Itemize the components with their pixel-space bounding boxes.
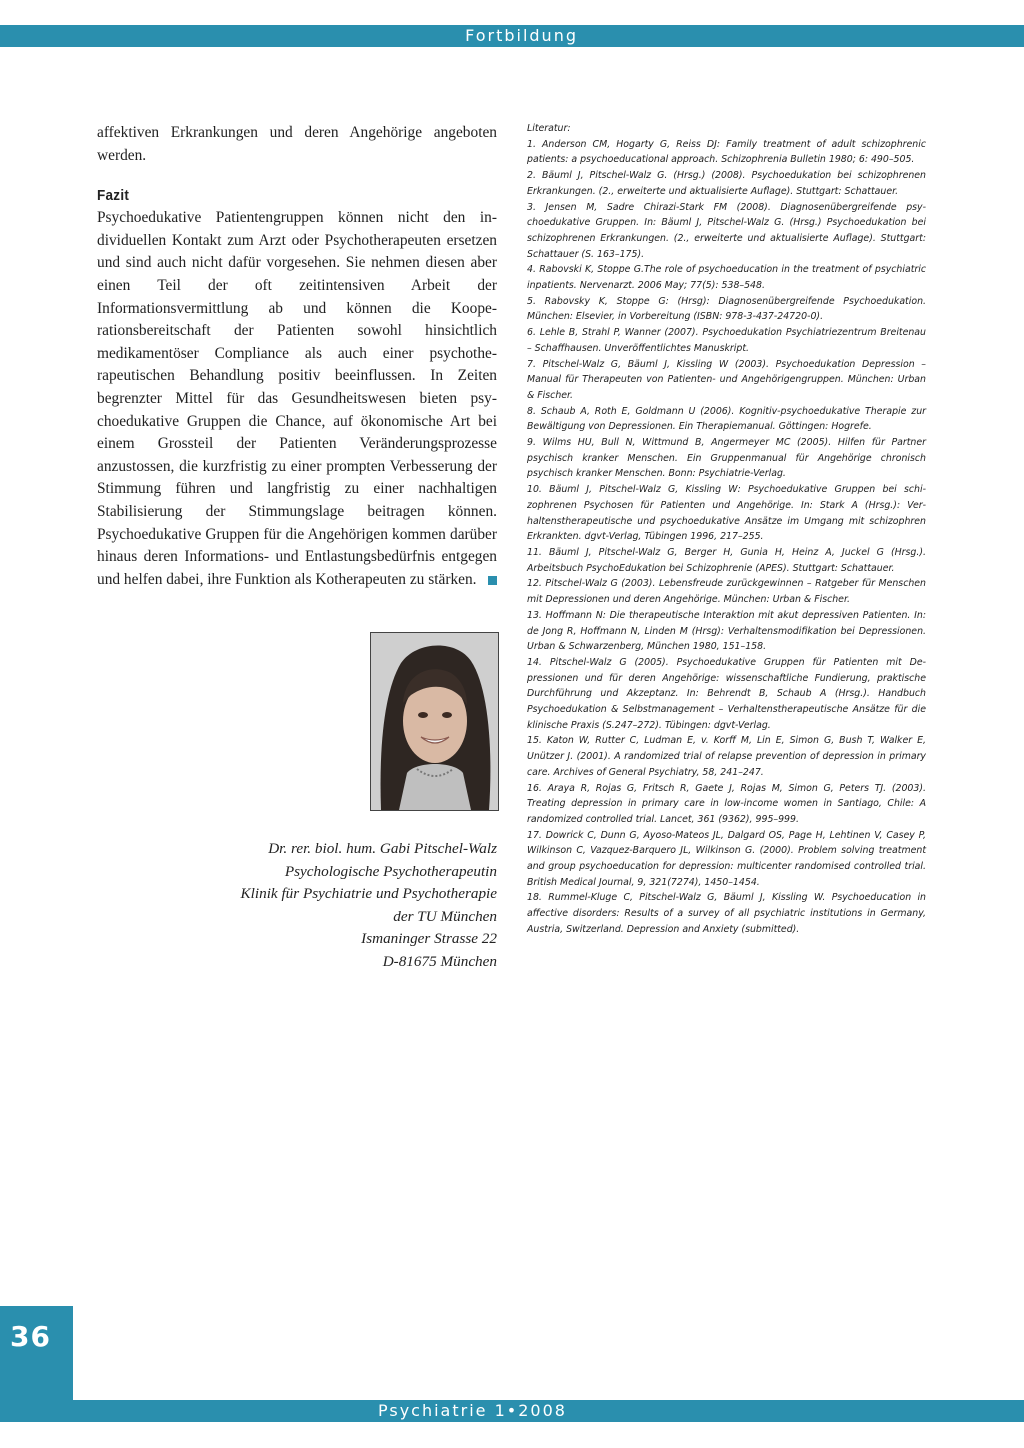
reference-item: 9. Wilms HU, Bull N, Wittmund B, Angermeyer MC (2005). Hilfen für Partner psychisch kranker Menschen. Ein Gruppenmanual für Angehörige chronisch psychisch kranker Menschen. Bonn: Psychiatrie-Verlag.: [527, 437, 926, 480]
footer-band: [0, 1400, 1024, 1422]
fazit-text: Psychoedukative Patientengruppen können nicht den individuellen Kontakt zum Arzt oder Psychotherapeuten ersetzen und sind auch nicht dafür vorgesehen. Sie nehmen diesen aber einen Teil der oft zeitintensiven Arbeit der Informationsvermittlung ab und können die Kooperationsbereitschaft der Patienten sowohl hinsichtlich medikamentöser Compliance als auch einer psychotherapeutischen Behandlung positiv beeinflussen. In Zeiten begrenzter Mittel für das Gesundheitswesen bieten psychoedukative Gruppen die Chance, auf ökonomische Art bei einem Grossteil der Patienten Veränderungsprozesse anzustossen, die kurzfristig zu einer prompten Verbesserung der Stimmung führen und langfristig zu einer nachhaltigen Stabilisierung der Stimmungslage beitragen können. Psychoedukative Gruppen für die Angehörigen kommen darüber hinaus deren Informations- und Entlastungsbedürfnis entgegen und helfen dabei, ihre Funktion als Kotherapeuten zu stärken.: [97, 209, 497, 588]
literature-heading: Literatur:: [527, 123, 571, 134]
author-title: Psychologische Psychotherapeutin: [284, 862, 497, 880]
end-mark-icon: [488, 576, 497, 585]
page-number-box: [0, 1306, 73, 1400]
page-number: 36: [10, 1320, 51, 1353]
fazit-heading: Fazit: [97, 187, 130, 205]
author-university: der TU München: [393, 907, 497, 925]
reference-item: 5. Rabovsky K, Stoppe G: (Hrsg): Diagnosenübergreifende Psychoedukation. München: Elsevier, in Vorbereitung (ISBN: 978-3-437-24720-0).: [527, 295, 926, 323]
author-clinic: Klinik für Psychiatrie und Psychotherapie: [240, 885, 497, 903]
header-band: [0, 25, 1024, 47]
reference-item: 6. Lehle B, Strahl P, Wanner (2007). Psychoedukation Psychiatriezentrum Breitenau – Schaffhausen. Unveröffentlichtes Manuskript.: [527, 327, 926, 354]
intro-paragraph: affektiven Erkrankungen und deren Angehörige angeboten werden.: [97, 124, 497, 164]
reference-item: 10. Bäuml J, Pitschel-Walz G, Kissling W: Psychoedukative Gruppen bei schizophrenen Psychosen für Patienten und Angehörige. In: Stark A (Hrsg.): Verhaltenstherapeutische und psychoedukative Ansätze im Umgang mit schizophren Erkrankten. dgvt-Verlag, Tübingen 1996, 217–255.: [527, 484, 926, 543]
reference-item: 14. Pitschel-Walz G (2005). Psychoedukative Gruppen für Patienten mit Depressionen und für deren Angehörige: wissenschaftliche Fundierung, praktische Durchführung und Akzeptanz. In: Behrendt B, Schaub A (Hrsg.). Handbuch Psychoedukation & Selbstmanagement – Verhaltenstherapeutische Ansätze für die klinische Praxis (S.247–272). Tübingen: dgvt-Verlag.: [527, 656, 926, 731]
literature-column: [527, 121, 926, 938]
reference-item: 17. Dowrick C, Dunn G, Ayoso-Mateos JL, Dalgard OS, Page H, Lehtinen V, Casey P, Wilkinson C, Vazquez-Barquero JL, Wilkinson G. (2000). Problem solving treatment and group psychoeducation for depression: multicenter randomised controlled trial. British Medical Journal, 9, 321(7274), 1450–1454.: [527, 829, 926, 888]
reference-item: 11. Bäuml J, Pitschel-Walz G, Berger H, Gunia H, Heinz A, Juckel G (Hrsg.). Arbeitsbuch PsychoEdukation bei Schizophrenie (APES). Stuttgart: Schattauer.: [527, 546, 926, 574]
author-street: Ismaninger Strasse 22: [361, 930, 497, 948]
author-info: [170, 838, 497, 974]
reference-item: 2. Bäuml J, Pitschel-Walz G. (Hrsg.) (2008). Psychoedukation bei schizophrenen Erkrankungen. (2., erweiterte und aktualisierte Auflage). Stuttgart: Schattauer.: [527, 170, 926, 197]
reference-item: 16. Araya R, Rojas G, Fritsch R, Gaete J, Rojas M, Simon G, Peters TJ. (2003). Treating depression in primary care in low-income women in Santiago, Chile: A randomized controlled trial. Lancet, 361 (9362), 995–999.: [527, 782, 926, 825]
reference-item: 4. Rabovski K, Stoppe G.The role of psychoeducation in the treatment of psychiatric inpatients. Nervenarzt. 2006 May; 77(5): 538–548.: [527, 264, 926, 292]
reference-item: 15. Katon W, Rutter C, Ludman E, v. Korff M, Lin E, Simon G, Bush T, Walker E, Unützer J. (2001). A randomized trial of relapse prevention of depression in primary care. Archives of General Psychiatry, 58, 241–247.: [527, 735, 926, 778]
author-photo: [370, 632, 499, 811]
reference-item: 12. Pitschel-Walz G (2003). Lebensfreude zurückgewinnen – Ratgeber für Menschen mit Depressionen und deren Angehörige. München: Urban & Fischer.: [527, 578, 926, 606]
main-text-column: [97, 122, 497, 591]
fazit-paragraph: [97, 207, 497, 591]
reference-item: 3. Jensen M, Sadre Chirazi-Stark FM (2008). Diagnosenübergreifende psychoedukative Gruppen. In: Bäuml J, Pitschel-Walz G. (Hrsg.) Psychoedukation bei schizophrenen Erkrankungen. (2., erweiterte und aktualisierte Auflage). Stuttgart: Schattauer (S. 163–175).: [527, 201, 926, 260]
reference-item: 1. Anderson CM, Hogarty G, Reiss DJ: Family treatment of adult schizophrenic patients: a psychoeducational approach. Schizophrenia Bulletin 1980; 6: 490–505.: [527, 138, 926, 166]
reference-item: 18. Rummel-Kluge C, Pitschel-Walz G, Bäuml J, Kissling W. Psychoeducation in affective disorders: Results of a survey of all psychiatric institutions in Germany, Austria, Switzerland. Depression and Anxiety (submitted).: [527, 892, 926, 935]
section-label: Fortbildung: [465, 26, 578, 45]
author-name: Dr. rer. biol. hum. Gabi Pitschel-Walz: [268, 840, 497, 857]
journal-issue: Psychiatrie 1•2008: [378, 1401, 567, 1420]
reference-item: 13. Hoffmann N: Die therapeutische Interaktion mit akut depressiven Patienten. In: de Jong R, Hoffmann N, Linden M (Hrsg): Verhaltensmodifikation bei Depressionen. Urban & Schwarzenberg, München 1980, 151–158.: [527, 609, 926, 653]
reference-item: 7. Pitschel-Walz G, Bäuml J, Kissling W (2003). Psychoedukation Depression – Manual für Therapeuten von Patienten- und Angehörigengruppen. München: Urban & Fischer.: [527, 358, 926, 401]
author-city: D-81675 München: [382, 952, 497, 970]
reference-item: 8. Schaub A, Roth E, Goldmann U (2006). Kognitiv-psychoedukative Therapie zur Bewältigung von Depressionen. Ein Therapiemanual. Göttingen: Hogrefe.: [527, 405, 926, 433]
portrait-image: [371, 633, 498, 810]
